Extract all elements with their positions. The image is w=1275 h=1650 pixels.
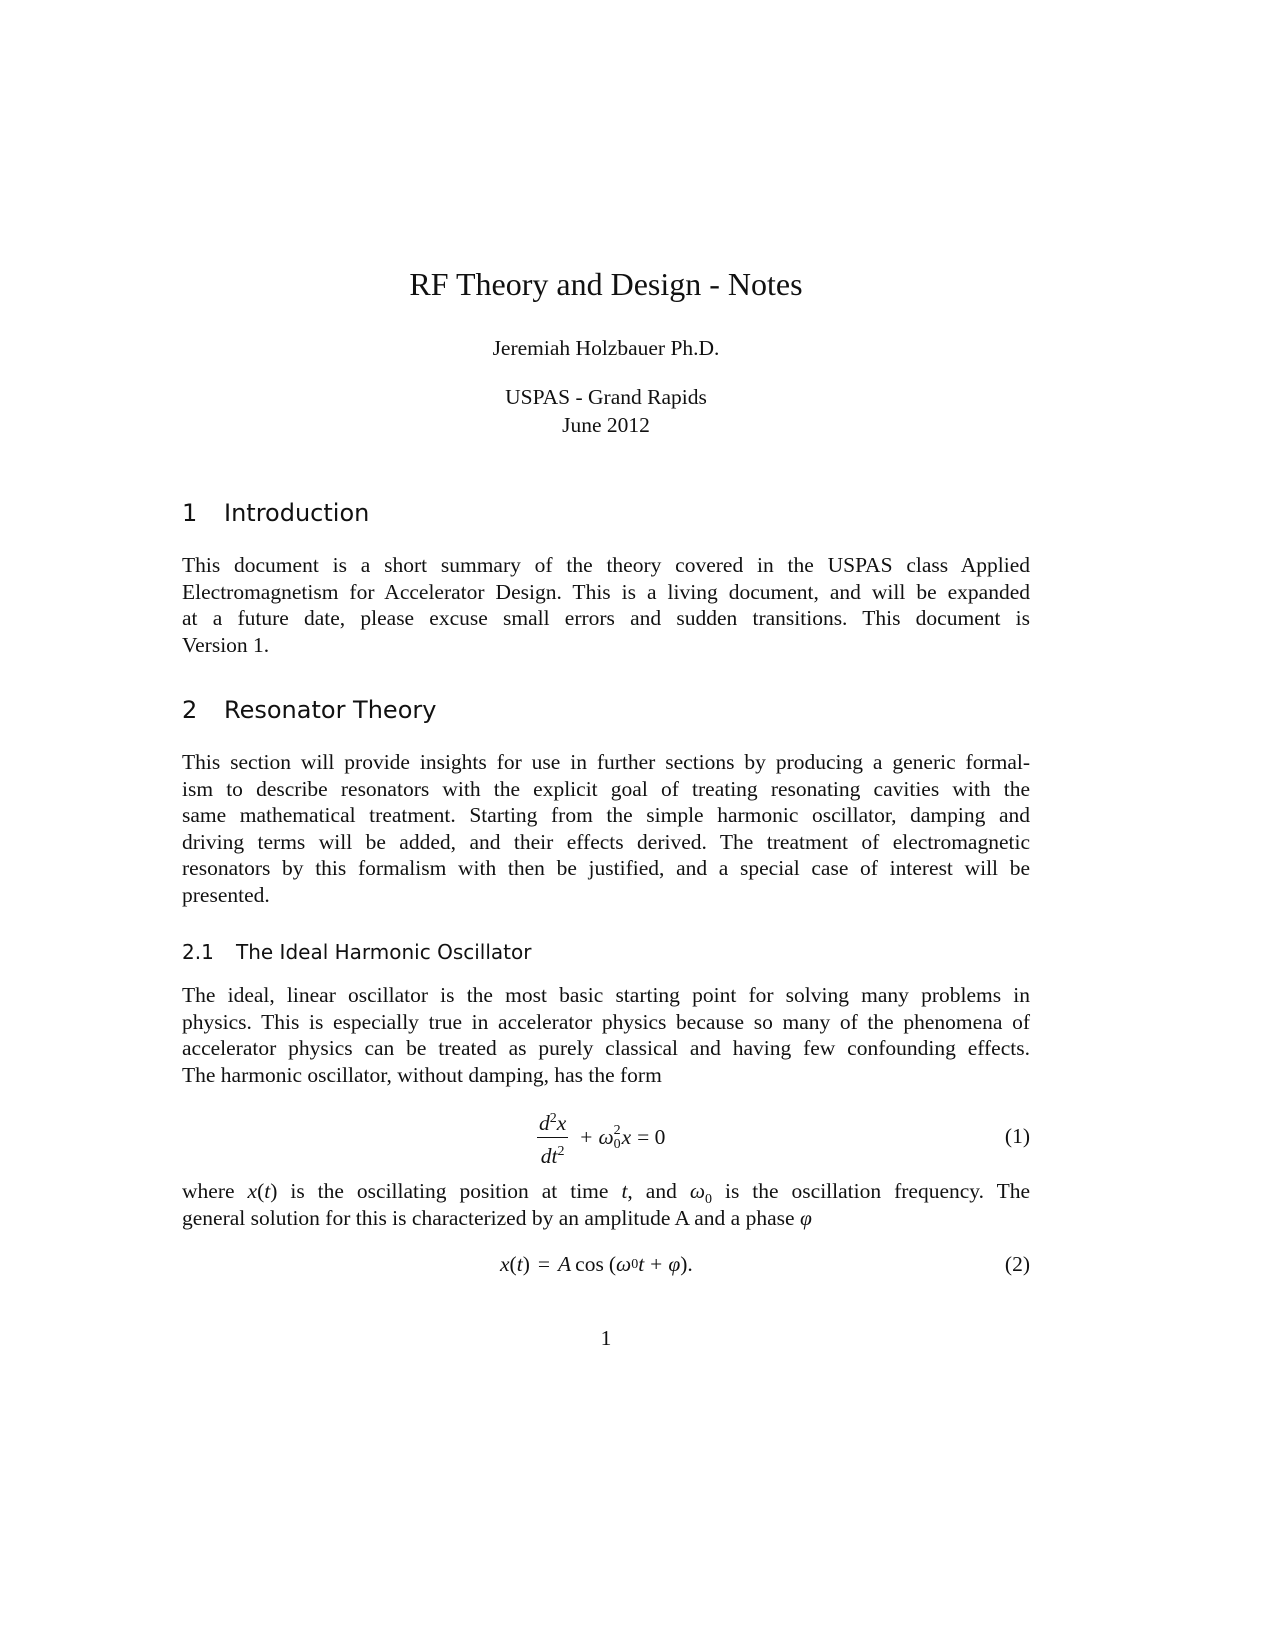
line-text: accelerator physics can be treated as purely classical and having few confounding effects. [182,1036,1030,1061]
line-text: resonators by this formalism with then be justified, and a special case of interest will be [182,856,1030,881]
eq-symbol: ω [616,1252,632,1276]
line-text: same mathematical treatment. Starting from the simple harmonic oscillator, damping and [182,803,1030,828]
text-line [182,605,1030,632]
eq-symbol: d [539,1111,550,1135]
eq-symbol: φ [668,1252,681,1276]
equation-1-body [537,1107,665,1168]
eq-operator: + [580,1125,593,1149]
line-text: Electromagnetism for Accelerator Design. This is a living document, and will be expanded [182,579,1030,604]
text-line [182,829,1030,856]
text-line [182,776,1030,803]
eq-sup-sub [614,1124,621,1152]
author: Jeremiah Holzbauer Ph.D. [492,336,720,360]
subsection-title: The Ideal Harmonic Oscillator [236,940,532,964]
eq-symbol: x [556,1111,567,1135]
equation-number: (1) [1004,1124,1030,1148]
eq-subscript: 0 [631,1256,639,1272]
section-heading-resonator-theory [182,696,436,724]
equation-1 [182,1107,1030,1167]
line-text: at a future date, please excuse small errors and sudden transitions. This document is [182,606,1030,631]
eq-symbol: A [558,1252,572,1276]
subsection-number: 2.1 [182,940,214,964]
text-line [182,749,1030,776]
math-subscript: 0 [705,1192,712,1207]
eq-superscript: 2 [549,1111,557,1126]
text-line [182,882,1030,909]
math: t [621,1179,628,1203]
date: June 2012 [562,413,650,437]
eq-subscript: 0 [613,1136,621,1152]
text-line [182,855,1030,882]
math: ω [689,1179,705,1203]
text: general solution for this is characterized by an amplitude A and a phase [182,1205,795,1230]
eq-rhs: = 0 [637,1125,666,1149]
line-text: ism to describe resonators with the explicit goal of treating resonating cavities with the [182,776,1030,801]
text-line [182,1035,1030,1062]
line-text: driving terms will be added, and their effects derived. The treatment of electromagnetic [182,829,1030,854]
affiliation-block [0,383,1212,439]
section-title: Resonator Theory [224,696,437,724]
eq-operator: = [537,1252,551,1276]
eq-paren: ). [680,1252,693,1276]
text: , and [627,1179,677,1203]
intro-paragraph [182,552,1030,658]
text-line [182,1205,1030,1232]
eq-symbol: t [516,1252,523,1276]
eq-function: cos [575,1252,604,1276]
subsection-heading [182,940,531,964]
section-heading-introduction [182,499,369,527]
resonator-paragraph [182,749,1030,909]
line-text: This section will provide insights for use in further sections by producing a generic formal- [182,750,1030,774]
eq-symbol: dt [540,1144,558,1168]
section-title: Introduction [224,499,370,527]
eq-superscript: 2 [613,1122,621,1138]
section-number: 2 [182,696,198,724]
line-text: The harmonic oscillator, without damping, has the form [182,1062,662,1087]
text-line [182,552,1030,579]
eq-paren: ) [522,1252,530,1276]
equation-2-body [500,1252,693,1277]
text: where [182,1179,235,1203]
eq-paren: ( [509,1252,517,1276]
eq-symbol: x [500,1252,510,1276]
oscillator-paragraph [182,982,1030,1088]
document-title: RF Theory and Design - Notes [409,266,803,302]
text-line [182,632,1030,659]
page-number: 1 [600,1326,612,1350]
eq-superscript: 2 [557,1144,565,1159]
eq-symbol: x [621,1125,632,1149]
eq-symbol: ω [598,1125,614,1149]
text-line [182,1062,1030,1089]
text-line [182,1009,1030,1036]
eq-symbol: t [638,1252,645,1276]
math: t [264,1179,271,1203]
eq-paren: ( [608,1252,616,1276]
line-text: This document is a short summary of the theory covered in the USPAS class Applied [182,553,1030,577]
eq-operator: + [650,1252,663,1276]
text: ( [257,1179,265,1203]
equation-number: (2) [1004,1252,1030,1276]
section-number: 1 [182,499,198,527]
text-line [182,1178,1030,1205]
line-text: presented. [182,882,270,907]
math: φ [799,1205,812,1230]
line-text: The ideal, linear oscillator is the most basic starting point for solving many problems in [182,983,1030,1007]
text: ) is the oscillating position at time [270,1179,609,1203]
fraction [537,1107,568,1168]
text-line [182,579,1030,606]
text-line [182,802,1030,829]
line-text: physics. This is especially true in accelerator physics because so many of the phenomena of [182,1009,1030,1034]
where-paragraph [182,1178,1030,1231]
text: is the oscillation frequency. The [724,1179,1031,1203]
equation-2 [182,1252,1030,1282]
institution: USPAS - Grand Rapids [505,385,707,409]
text-line [182,982,1030,1009]
line-text: Version 1. [182,632,270,657]
math: x [247,1179,258,1203]
